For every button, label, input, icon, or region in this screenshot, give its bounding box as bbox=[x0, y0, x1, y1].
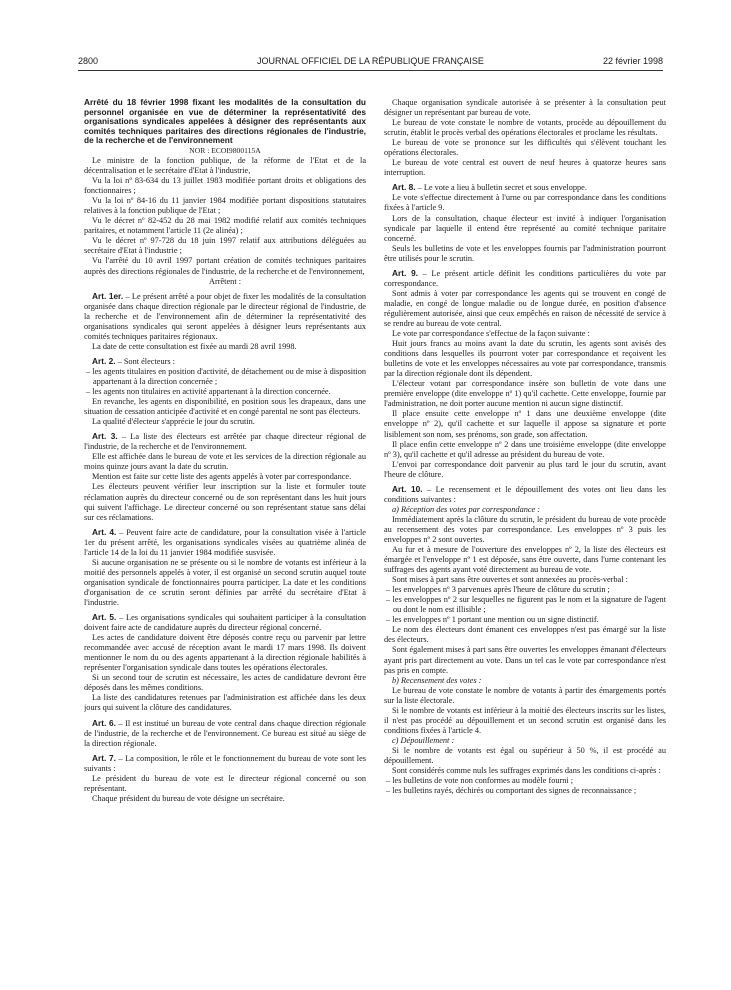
list-item: – les enveloppes nº 3 parvenues après l'heure de clôture du scrutin ; bbox=[386, 585, 610, 595]
paragraph: Si le nombre de votants est égal ou supérieur à 50 %, il est procédé au dépouillement. bbox=[384, 745, 666, 765]
paragraph: La liste des candidatures retenues par l'administration est affichée dans les deux jours qui suivent la clôture des candidatures. bbox=[84, 693, 366, 713]
paragraph: Chaque président du bureau de vote désigne un secrétaire. bbox=[92, 793, 285, 803]
article-label: Art. 9. bbox=[392, 267, 419, 278]
right-column bbox=[384, 98, 666, 958]
paragraph: Le ministre de la fonction publique, de la réforme de l'Etat et de la décentralisation et le secrétaire d'Etat à l'industrie, bbox=[84, 156, 366, 176]
paragraph: Immédiatement après la clôture du scrutin, le président du bureau de vote procède au recensement des votes par correspondance. Les enveloppes nº 3 puis les enveloppes nº 2 sont ouvertes. bbox=[384, 514, 666, 544]
article-label: Art. 2. bbox=[92, 355, 116, 366]
paragraph: Vu la loi nº 84-16 du 11 janvier 1984 modifiée portant dispositions statutaires relatives à la fonction publique de l'Etat ; bbox=[84, 196, 366, 216]
paragraph: Les électeurs peuvent vérifier leur inscription sur la liste et formuler toute réclamation auprès du directeur concerné ou de son représentant dans les huit jours qui suivent l'affichage. Le directeur concerné ou son représentant statue sans délai sur ces réclamations. bbox=[84, 482, 366, 522]
paragraph: Si un second tour de scrutin est nécessaire, les actes de candidature devront être déposés dans les mêmes conditions. bbox=[84, 673, 366, 693]
article-text: – Le présent arrêté a pour objet de fixer les modalités de la consultation organisée dans chaque direction régionale par le directeur régional de l'industrie, de la recherche et de l'environnement afin de déterminer la représentativité des organisations syndicales qui seront appelées à désigner leurs représentants aux comités techniques paritaires régionaux. bbox=[84, 291, 366, 341]
paragraph: La qualité d'électeur s'apprécie le jour du scrutin. bbox=[92, 417, 255, 427]
paragraph: Le vote par correspondance s'effectue de la façon suivante : bbox=[392, 329, 590, 339]
paragraph: Si aucune organisation ne se présente ou si le nombre de votants est inférieur à la moitié des personnels appelés à voter, il est organisé un second scrutin auquel toute organisation syndicale de fonctionnaires pourra participer. La date et les conditions d'organisation de ce scrutin seront définies par arrêté du secrétaire d'Etat à l'industrie. bbox=[84, 557, 366, 607]
article-text: – La composition, le rôle et le fonctionnement du bureau de vote sont les suivants : bbox=[84, 753, 366, 773]
paragraph: L'envoi par correspondance doit parvenir au plus tard le jour du scrutin, avant l'heure de clôture. bbox=[384, 459, 666, 479]
paragraph: Vu le décret nº 97-728 du 18 juin 1997 relatif aux attributions déléguées au secrétaire d'Etat à l'industrie ; bbox=[84, 236, 366, 256]
subsection-heading: c) Dépouillement : bbox=[392, 735, 455, 745]
article-label: Art. 5. bbox=[92, 612, 117, 623]
paragraph: Au fur et à mesure de l'ouverture des enveloppes nº 2, la liste des électeurs est émargée et l'enveloppe nº 1 est déposée, sans être ouverte, dans l'urne contenant les suffrages des agents ayant voté directement au bureau de vote. bbox=[384, 545, 666, 575]
paragraph: Sont admis à voter par correspondance les agents qui se trouvent en congé de maladie, en congé de longue maladie ou de longue durée, en position d'absence régulièrement autorisée, ainsi que ceux empêchés en raison de nécessité de service à se rendre au bureau de vote central. bbox=[384, 288, 666, 328]
subsection-heading: a) Réception des votes par correspondance : bbox=[392, 504, 541, 514]
article-4 bbox=[84, 527, 366, 558]
list-item: – les agents non titulaires en activité appartenant à la direction concernée. bbox=[86, 387, 331, 397]
decree-title: Arrêté du 18 février 1998 fixant les modalités de la consultation du personnel organisée en vue de déterminer la représentativité des organisations syndicales appelées à désigner des représentants aux comités techniques paritaires des directions régionales de l'industrie, de la recherche et de l'environnement bbox=[84, 98, 366, 146]
article-text: – Sont électeurs : bbox=[115, 356, 175, 366]
paragraph: Si le nombre de votants est inférieur à la moitié des électeurs inscrits sur les listes, il n'est pas procédé au dépouillement et un second scrutin est organisé dans les conditions fixées à l'article 4. bbox=[384, 705, 666, 735]
journal-title: JOURNAL OFFICIEL DE LA RÉPUBLIQUE FRANÇAISE bbox=[257, 56, 484, 66]
paragraph: Vu la loi nº 83-634 du 13 juillet 1983 modifiée portant droits et obligations des fonctionnaires ; bbox=[84, 176, 366, 196]
page-number: 2800 bbox=[78, 56, 99, 66]
paragraph: Huit jours francs au moins avant la date du scrutin, les agents sont avisés des conditions dans lesquelles ils pourront voter par correspondance et reçoivent les bulletins de vote et les enveloppes nécessaires au vote par correspondance, transmis par la direction régionale dont ils dépendent. bbox=[384, 339, 666, 379]
article-text: – Le vote a lieu à bulletin secret et sous enveloppe. bbox=[415, 183, 587, 193]
paragraph: Mention est faite sur cette liste des agents appelés à voter par correspondance. bbox=[92, 472, 352, 482]
paragraph: Le bureau de vote se prononce sur les difficultés qui s'élèvent touchant les opérations électorales. bbox=[384, 138, 666, 158]
paragraph: Sont également mises à part sans être ouvertes les enveloppes émanant d'électeurs ayant pris part directement au vote. Dans un tel cas le vote par correspondance n'est pas pris en compte. bbox=[384, 645, 666, 675]
paragraph: Elle est affichée dans le bureau de vote et les services de la direction régionale au moins quinze jours avant la date du scrutin. bbox=[84, 452, 366, 472]
article-label: Art. 8. bbox=[392, 182, 416, 193]
paragraph: Le bureau de vote constate le nombre de votants à partir des émargements portés sur la liste électorale. bbox=[384, 685, 666, 705]
list-item: – les enveloppes nº 1 portant une mention ou un signe distinctif. bbox=[386, 615, 599, 625]
article-label: Art. 4. bbox=[92, 526, 117, 537]
paragraph: Sont considérés comme nuls les suffrages exprimés dans les conditions ci-après : bbox=[392, 766, 661, 776]
header-rule bbox=[78, 70, 663, 71]
paragraph: Sont mises à part sans être ouvertes et sont annexées au procès-verbal : bbox=[392, 575, 628, 585]
article-label: Art. 10. bbox=[392, 483, 423, 494]
article-text: – Le présent article définit les conditions particulières du vote par correspondance. bbox=[384, 268, 666, 288]
article-text: – Il est institué un bureau de vote central dans chaque direction régionale de l'industrie, de la recherche et de l'environnement. Ce bureau est situé au siège de la direction régionale. bbox=[84, 718, 366, 748]
paragraph: Le nom des électeurs dont émanent ces enveloppes n'est pas émargé sur la liste des électeurs. bbox=[384, 625, 666, 645]
article-label: Art. 3. bbox=[92, 431, 118, 442]
article-label: Art. 7. bbox=[92, 752, 116, 763]
arretent-heading: Arrêtent : bbox=[208, 276, 242, 286]
paragraph: Seuls les bulletins de vote et les enveloppes fournis par l'administration pourront être utilisés pour le scrutin. bbox=[384, 243, 666, 263]
article-text: – Les organisations syndicales qui souhaitent participer à la consultation doivent faire acte de candidature auprès du directeur régional concerné. bbox=[84, 613, 366, 633]
article-text: – Peuvent faire acte de candidature, pour la consultation visée à l'article 1er du présent arrêté, les organisations syndicales visées au quatrième alinéa de l'article 14 de la loi du 11 janvier 1984 modifiée susvisée. bbox=[84, 527, 366, 557]
paragraph: Lors de la consultation, chaque électeur est invité à indiquer l'organisation syndicale par laquelle il entend être représenté au comité technique paritaire concerné. bbox=[384, 213, 666, 243]
article-text: – La liste des électeurs est arrêtée par chaque directeur régional de l'industrie, de la recherche et de l'environnement. bbox=[84, 432, 366, 452]
article-2 bbox=[84, 356, 366, 367]
list-item: – les bulletins de vote non conformes au modèle fourni ; bbox=[386, 776, 574, 786]
paragraph: Les actes de candidature doivent être déposés contre reçu ou parvenir par lettre recommandée avec accusé de réception avant le mardi 17 mars 1998. Ils doivent mentionner le nom du ou des agents appartenant à la direction régionale habilités à représenter l'organisation syndicale dans toutes les opérations électorales. bbox=[84, 633, 366, 673]
paragraph: Le bureau de vote constate le nombre de votants, procède au dépouillement du scrutin, établit le procès verbal des opérations électorales et proclame les résultats. bbox=[384, 118, 666, 138]
article-7 bbox=[84, 753, 366, 774]
article-1 bbox=[84, 291, 366, 342]
subsection-heading: b) Recensement des votes : bbox=[392, 675, 482, 685]
paragraph: Le président du bureau de vote est le directeur régional concerné ou son représentant. bbox=[84, 773, 366, 793]
paragraph: Vu le décret nº 82-452 du 28 mai 1982 modifié relatif aux comités techniques paritaires, et notamment l'article 11 (2e alinéa) ; bbox=[84, 216, 366, 236]
paragraph: Chaque organisation syndicale autorisée à se présenter à la consultation peut désigner un représentant par bureau de vote. bbox=[384, 98, 666, 118]
article-9 bbox=[384, 268, 666, 289]
page-header bbox=[78, 56, 663, 70]
list-item: – les enveloppes nº 2 sur lesquelles ne figurent pas le nom et la signature de l'agent ou dont le nom est illisible ; bbox=[386, 595, 666, 615]
paragraph: Il place ensuite cette enveloppe nº 1 dans une deuxième enveloppe (dite enveloppe nº 2), qu'il cachette et sur laquelle il appose sa signature et porte lisiblement son nom, ses prénoms, son grade, son affectation. bbox=[384, 409, 666, 439]
paragraph: En revanche, les agents en disponibilité, en position sous les drapeaux, dans une situation de cessation anticipée d'activité et en congé parental ne sont pas électeurs. bbox=[84, 397, 366, 417]
article-5 bbox=[84, 612, 366, 633]
article-6 bbox=[84, 718, 366, 749]
nor-reference: NOR : ECOI9800115A bbox=[189, 145, 261, 155]
article-label: Art. 1er. bbox=[92, 290, 124, 301]
paragraph: La date de cette consultation est fixée au mardi 28 avril 1998. bbox=[92, 341, 297, 351]
paragraph: Le bureau de vote central est ouvert de neuf heures à quatorze heures sans interruption. bbox=[384, 158, 666, 178]
article-3 bbox=[84, 431, 366, 452]
paragraph: Le vote s'effectue directement à l'urne ou par correspondance dans les conditions fixées à l'article 9. bbox=[384, 193, 666, 213]
paragraph: Il place enfin cette enveloppe nº 2 dans une troisième enveloppe (dite enveloppe nº 3), qu'il cachette et qu'il adresse au président du bureau de vote. bbox=[384, 439, 666, 459]
article-text: – Le recensement et le dépouillement des votes ont lieu dans les conditions suivantes : bbox=[384, 484, 666, 504]
article-label: Art. 6. bbox=[92, 717, 116, 728]
article-10 bbox=[384, 484, 666, 505]
list-item: – les bulletins rayés, déchirés ou comportant des signes de reconnaissance ; bbox=[386, 786, 637, 796]
left-column bbox=[84, 98, 366, 958]
list-item: – les agents titulaires en position d'activité, de détachement ou de mise à disposition appartenant à la direction concernée ; bbox=[86, 366, 366, 386]
paragraph: L'électeur votant par correspondance insère son bulletin de vote dans une première enveloppe (dite enveloppe nº 1) qu'il cachette. Cette enveloppe, fournie par l'administration, ne doit porter aucune mention ni aucun signe distinctif. bbox=[384, 379, 666, 409]
issue-date: 22 février 1998 bbox=[602, 56, 663, 66]
paragraph: Vu l'arrêté du 10 avril 1997 portant création de comités techniques paritaires auprès des directions régionales de l'industrie, de la recherche et de l'environnement, bbox=[84, 256, 366, 276]
article-8 bbox=[384, 182, 666, 193]
